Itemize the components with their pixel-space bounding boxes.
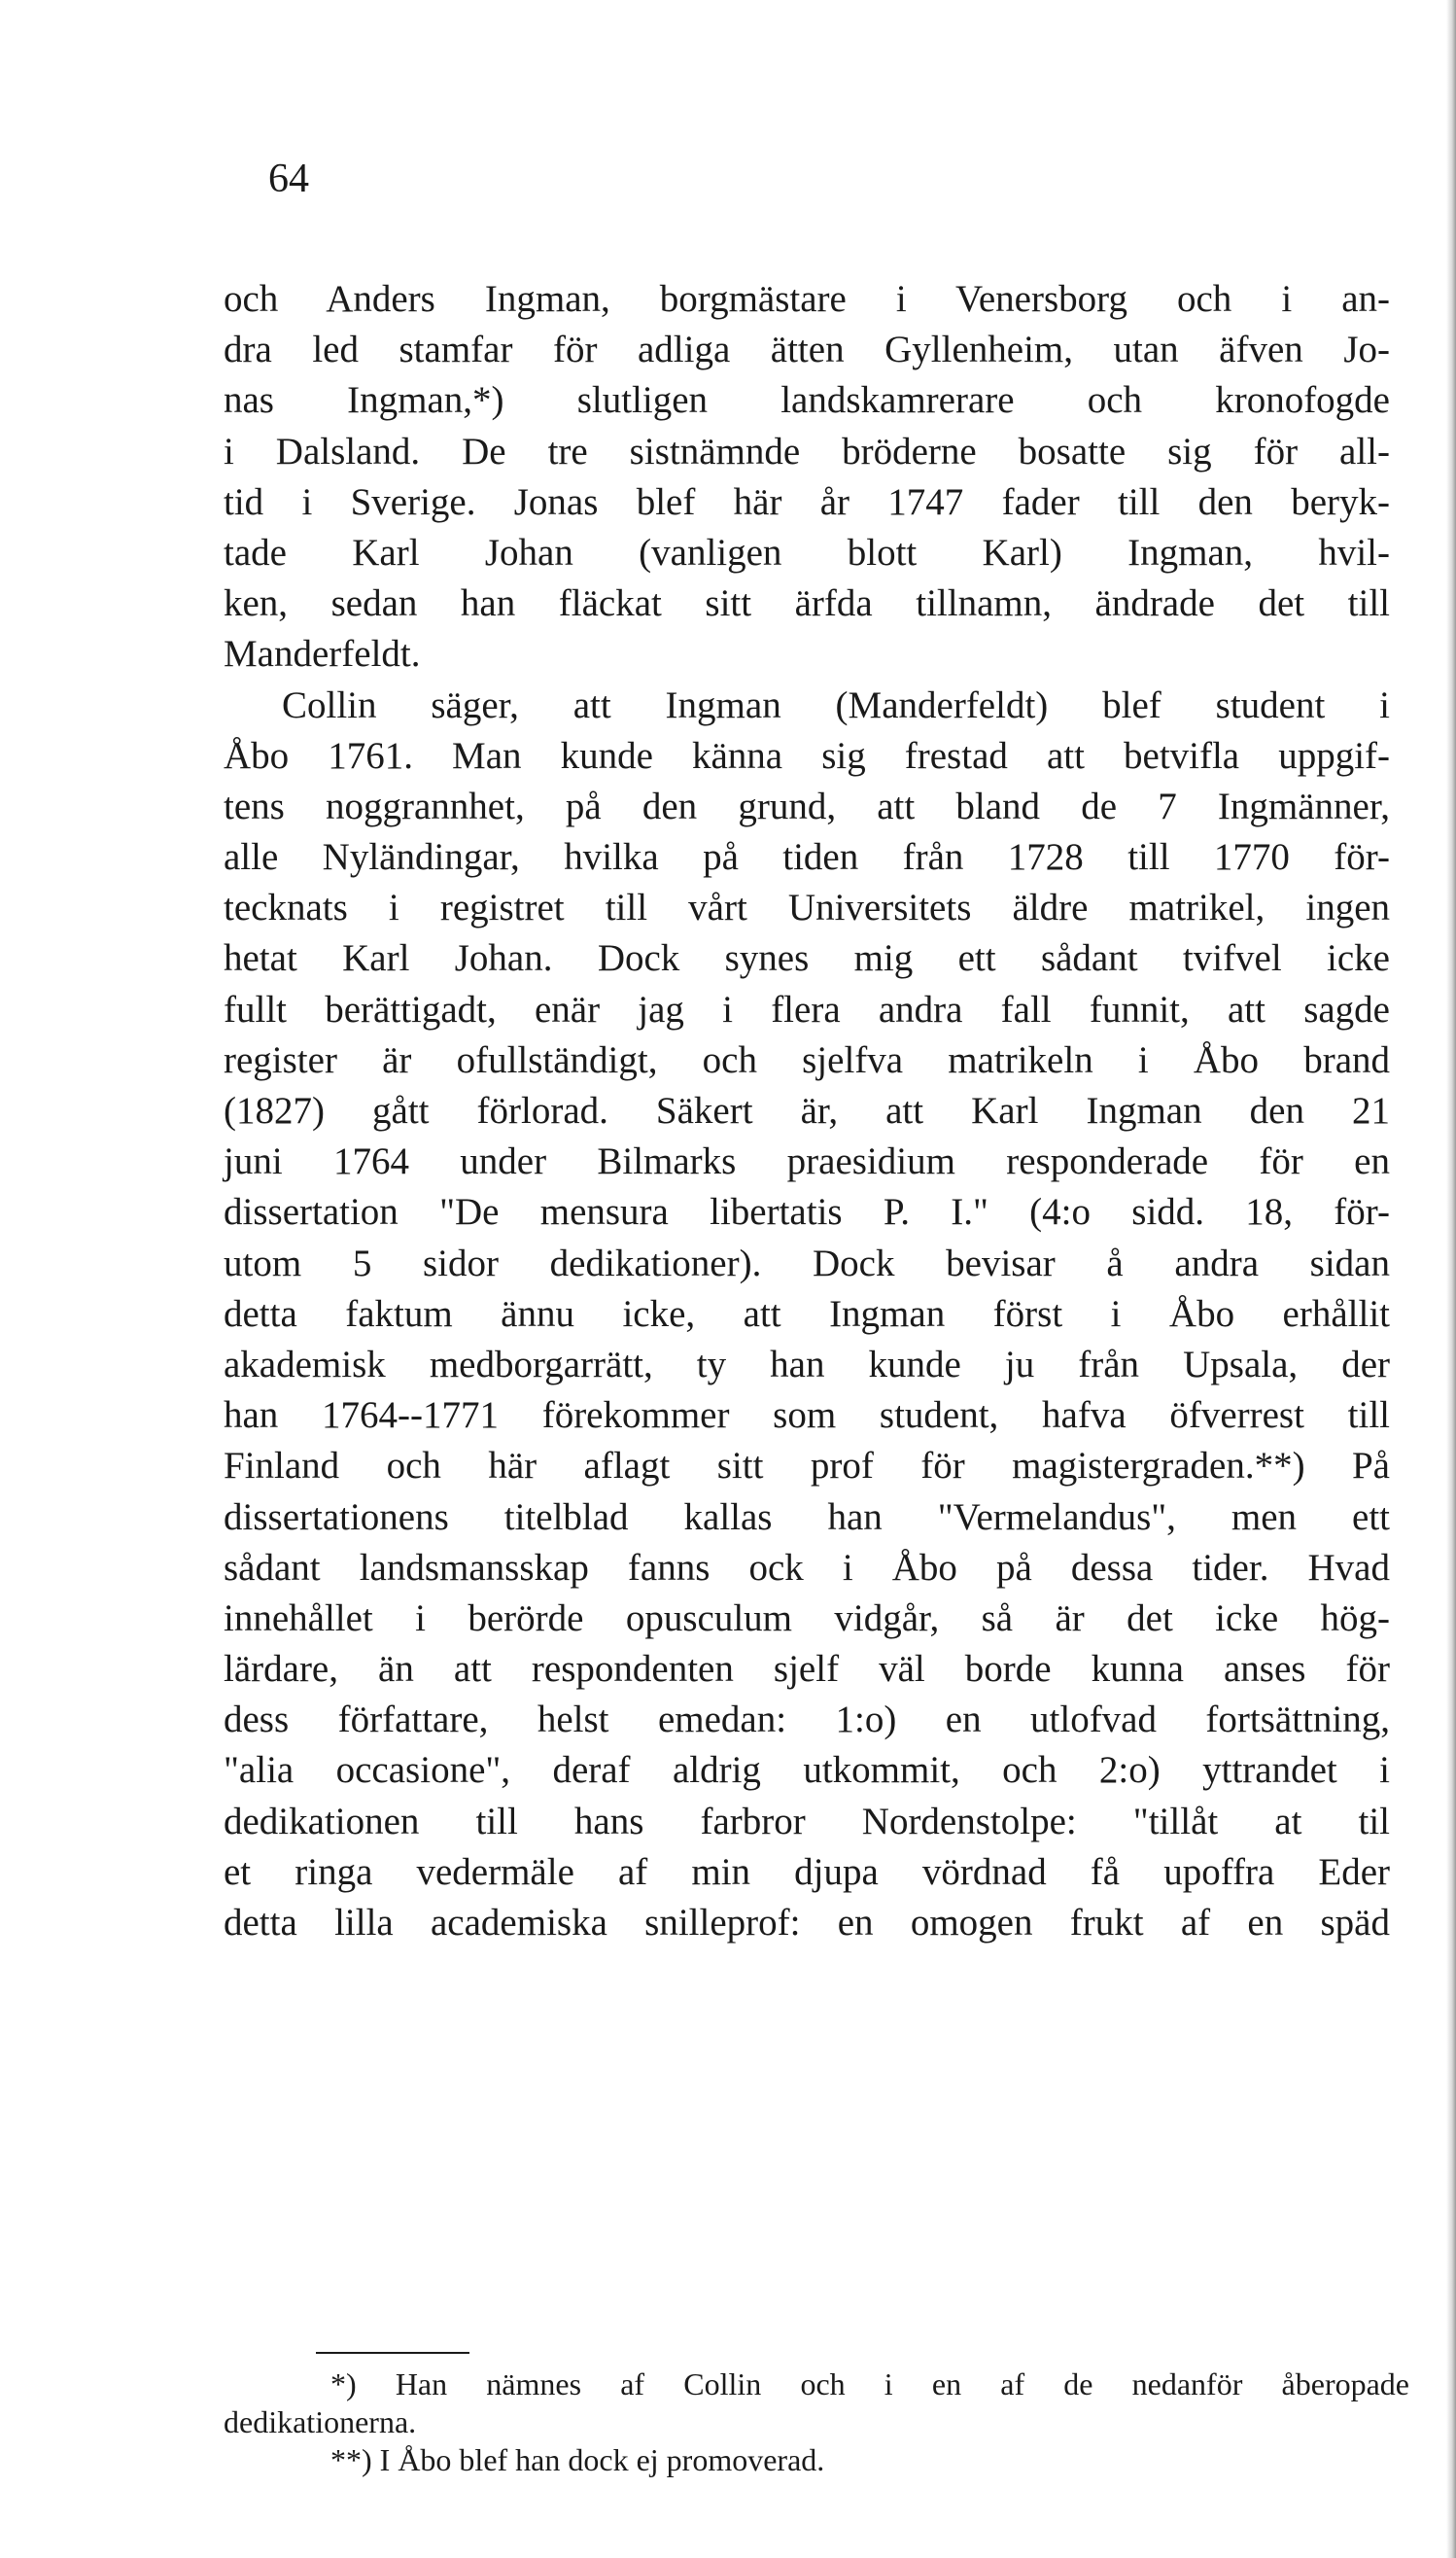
text-line: Manderfeldt. <box>224 633 421 676</box>
text-line: Collin säger, att Ingman (Manderfeldt) blef student i <box>282 683 1390 726</box>
footnote-line: **) I Åbo blef han dock ej promoverad. <box>330 2442 825 2477</box>
body-text <box>224 274 1390 1948</box>
text-line: tecknats i registret till vårt Universitets äldre matrikel, ingen <box>224 887 1390 929</box>
text-line: "alia occasione", deraf aldrig utkommit, och 2:o) yttrandet i <box>224 1749 1390 1792</box>
footnotes <box>224 2365 1409 2479</box>
text-line: Åbo 1761. Man kunde känna sig frestad att betvifla uppgif- <box>224 734 1390 777</box>
text-line: fullt berättigadt, enär jag i flera andra fall funnit, att sagde <box>224 988 1390 1031</box>
text-line: et ringa vedermäle af min djupa vördnad få upoffra Eder <box>224 1850 1390 1893</box>
page-edge-shadow <box>1446 0 1456 2558</box>
text-line: tade Karl Johan (vanligen blott Karl) Ingman, hvil- <box>224 531 1390 574</box>
text-line: juni 1764 under Bilmarks praesidium responderade för en <box>224 1140 1390 1183</box>
page-number: 64 <box>268 157 309 201</box>
text-line: register är ofullständigt, och sjelfva matrikeln i Åbo brand <box>224 1038 1390 1081</box>
text-line: nas Ingman,*) slutligen landskamrerare och kronofogde <box>224 379 1390 422</box>
text-line: i Dalsland. De tre sistnämnde bröderne bosatte sig för all- <box>224 430 1390 473</box>
text-line: dissertation "De mensura libertatis P. I." (4:o sidd. 18, för- <box>224 1191 1390 1234</box>
text-line: sådant landsmansskap fanns ock i Åbo på dessa tider. Hvad <box>224 1546 1390 1589</box>
text-line: och Anders Ingman, borgmästare i Venersborg och i an- <box>224 278 1390 320</box>
text-line: dissertationens titelblad kallas han "Vermelandus", men ett <box>224 1495 1390 1538</box>
text-line: detta faktum ännu icke, att Ingman först i Åbo erhållit <box>224 1292 1390 1335</box>
text-line: tid i Sverige. Jonas blef här år 1747 fader till den beryk- <box>224 480 1390 523</box>
text-line: tens noggrannhet, på den grund, att bland de 7 Ingmänner, <box>224 785 1390 827</box>
text-line: (1827) gått förlorad. Säkert är, att Karl Ingman den 21 <box>224 1090 1390 1132</box>
text-line: dedikationen till hans farbror Nordenstolpe: "tillåt at til <box>224 1800 1390 1842</box>
text-line: alle Nyländingar, hvilka på tiden från 1728 till 1770 för- <box>224 836 1390 879</box>
text-line: utom 5 sidor dedikationer). Dock bevisar å andra sidan <box>224 1242 1390 1284</box>
text-line: dra led stamfar för adliga ätten Gyllenheim, utan äfven Jo- <box>224 329 1390 371</box>
text-line: Finland och här aflagt sitt prof för magistergraden.**) På <box>224 1445 1390 1488</box>
text-line: ken, sedan han fläckat sitt ärfda tillnamn, ändrade det till <box>224 582 1390 625</box>
text-line: hetat Karl Johan. Dock synes mig ett sådant tvifvel icke <box>224 937 1390 980</box>
footnote-line: *) Han nämnes af Collin och i en af de nedanför åberopade <box>330 2366 1409 2401</box>
text-line: lärdare, än att respondenten sjelf väl borde kunna anses för <box>224 1648 1390 1691</box>
text-line: han 1764--1771 förekommer som student, hafva öfverrest till <box>224 1394 1390 1437</box>
footnote-separator <box>316 2352 469 2354</box>
footnote-line: dedikationerna. <box>224 2404 417 2439</box>
text-line: detta lilla academiska snilleprof: en omogen frukt af en späd <box>224 1902 1390 1944</box>
text-line: akademisk medborgarrätt, ty han kunde ju från Upsala, der <box>224 1343 1390 1385</box>
text-line: dess författare, helst emedan: 1:o) en utlofvad fortsättning, <box>224 1699 1390 1741</box>
text-line: innehållet i berörde opusculum vidgår, så är det icke hög- <box>224 1596 1390 1639</box>
